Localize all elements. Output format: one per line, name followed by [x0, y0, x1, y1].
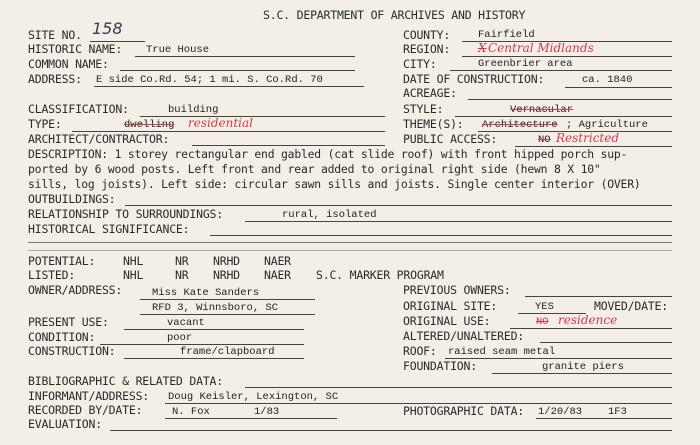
moved-date-label: MOVED/DATE:: [594, 299, 668, 313]
description-line-2: ported by 6 wood posts. Left front and rear added to original right side (hewn 8 X 10": [28, 162, 601, 176]
original-site-value: YES: [535, 301, 554, 313]
listed-nr: NR: [175, 268, 189, 282]
owner-name: Miss Kate Sanders: [152, 287, 260, 299]
date-construction-label: DATE OF CONSTRUCTION:: [403, 72, 545, 86]
date-construction-value: ca. 1840: [582, 74, 633, 86]
potential-nhl: NHL: [123, 254, 144, 268]
recorded-date-value: 1/83: [254, 406, 280, 418]
potential-label: POTENTIAL:: [28, 254, 96, 268]
common-name-label: COMMON NAME:: [28, 57, 109, 71]
listed-label: LISTED:: [28, 268, 76, 282]
county-label: COUNTY:: [403, 28, 451, 42]
foundation-label: FOUNDATION:: [403, 359, 477, 373]
listed-naer: NAER: [264, 268, 291, 282]
description-line-3: sills, log joists). Left side: circular sawn sills and joists. Single center interior (OVER): [28, 177, 641, 191]
listed-nhl: NHL: [123, 268, 144, 282]
region-handwritten: Central Midlands: [488, 41, 594, 55]
outbuildings-label: OUTBUILDINGS:: [28, 192, 116, 206]
site-no-label: SITE NO.: [28, 28, 82, 42]
informant-label: INFORMANT/ADDRESS:: [28, 389, 150, 403]
themes-label: THEME(S):: [403, 117, 464, 131]
type-struck: dwelling: [124, 119, 175, 131]
roof-label: ROOF:: [403, 344, 437, 358]
condition-label: CONDITION:: [28, 330, 96, 344]
owner-address-label: OWNER/ADDRESS:: [28, 283, 123, 297]
photo-date-value: 1/20/83: [538, 406, 583, 418]
themes-struck: Architecture: [482, 119, 558, 131]
original-use-struck: NO: [536, 316, 549, 328]
original-use-label: ORIGINAL USE:: [403, 314, 491, 328]
style-struck: Vernacular: [510, 104, 574, 116]
foundation-value: granite piers: [542, 361, 624, 373]
relationship-value: rural, isolated: [282, 209, 377, 221]
historic-name-label: HISTORIC NAME:: [28, 42, 123, 56]
altered-label: ALTERED/UNALTERED:: [403, 329, 525, 343]
owner-address-value: RFD 3, Winnsboro, SC: [152, 302, 279, 314]
public-access-struck: NO: [538, 134, 551, 146]
historic-name-value: True House: [146, 44, 210, 56]
county-value: Fairfield: [478, 29, 535, 41]
potential-naer: NAER: [264, 254, 291, 268]
listed-nrhd: NRHD: [213, 268, 240, 282]
description-label: DESCRIPTION:: [28, 147, 108, 161]
roof-value: raised seam metal: [448, 346, 556, 358]
bibliographic-label: BIBLIOGRAPHIC & RELATED DATA:: [28, 374, 223, 388]
style-label: STYLE:: [403, 102, 444, 116]
description-line-1: 1 storey rectangular end gabled (cat slide roof) with front hipped porch sup-: [114, 147, 628, 161]
acreage-label: ACREAGE:: [403, 86, 457, 100]
description-label-line: [28, 148, 627, 161]
type-label: TYPE:: [28, 117, 62, 131]
potential-nr: NR: [175, 254, 189, 268]
informant-value: Doug Keisler, Lexington, SC: [168, 391, 339, 403]
present-use-label: PRESENT USE:: [28, 315, 109, 329]
region-struck: X: [478, 41, 487, 55]
original-use-handwritten: residence: [558, 313, 618, 327]
photographic-data-label: PHOTOGRAPHIC DATA:: [403, 404, 525, 418]
region-label: REGION:: [403, 42, 451, 56]
recorded-by-value: N. Fox: [172, 406, 210, 418]
themes-value: ; Agriculture: [566, 119, 648, 131]
public-access-label: PUBLIC ACCESS:: [403, 132, 498, 146]
previous-owners-label: PREVIOUS OWNERS:: [403, 283, 511, 297]
site-no-value: 158: [92, 19, 123, 38]
evaluation-label: EVALUATION:: [28, 417, 102, 431]
construction-label: CONSTRUCTION:: [28, 344, 116, 358]
architect-label: ARCHITECT/CONTRACTOR:: [28, 132, 170, 146]
historical-significance-label: HISTORICAL SIGNIFICANCE:: [28, 222, 190, 236]
recorded-by-label: RECORDED BY/DATE:: [28, 403, 143, 417]
city-label: CITY:: [403, 57, 437, 71]
type-handwritten: residential: [188, 116, 253, 130]
classification-value: building: [168, 104, 219, 116]
listed-marker-program: S.C. MARKER PROGRAM: [316, 268, 444, 282]
construction-value: frame/clapboard: [180, 346, 275, 358]
original-site-label: ORIGINAL SITE:: [403, 299, 498, 313]
potential-nrhd: NRHD: [213, 254, 240, 268]
address-value: E side Co.Rd. 54; 1 mi. S. Co.Rd. 70: [96, 74, 323, 86]
public-access-handwritten: Restricted: [556, 131, 620, 145]
present-use-value: vacant: [167, 317, 205, 329]
address-label: ADDRESS:: [28, 72, 82, 86]
relationship-label: RELATIONSHIP TO SURROUNDINGS:: [28, 207, 223, 221]
condition-value: poor: [167, 332, 193, 344]
photo-ref-value: 1F3: [608, 406, 627, 418]
header-title: S.C. DEPARTMENT OF ARCHIVES AND HISTORY: [263, 8, 526, 22]
classification-label: CLASSIFICATION:: [28, 102, 129, 116]
city-value: Greenbrier area: [478, 58, 573, 70]
